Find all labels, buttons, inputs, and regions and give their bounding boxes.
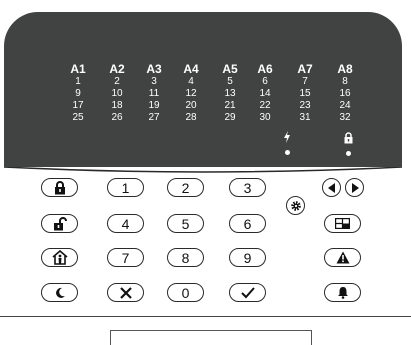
- zone-number: 1: [75, 76, 81, 87]
- zone-number: 9: [75, 88, 81, 99]
- zone-number: 25: [72, 112, 84, 123]
- zone-number: 5: [227, 76, 233, 87]
- arm-away-button[interactable]: [41, 178, 78, 197]
- right-arrow-icon: [350, 183, 360, 193]
- padlock-icon: [344, 132, 353, 144]
- zone-number: 8: [342, 76, 348, 87]
- confirm-button[interactable]: [229, 283, 266, 302]
- key-label: 9: [243, 249, 252, 266]
- zone-column-a8: [328, 62, 362, 124]
- check-icon: [241, 287, 255, 299]
- zone-number: 22: [259, 100, 271, 111]
- partition-icon: [335, 218, 350, 229]
- zone-header: A8: [337, 62, 353, 76]
- zone-number: 17: [72, 100, 84, 111]
- lightning-icon: [283, 131, 291, 143]
- key-3[interactable]: [229, 178, 266, 197]
- night-mode-button[interactable]: [41, 283, 78, 302]
- settings-button[interactable]: [286, 196, 305, 215]
- partition-button[interactable]: [324, 214, 361, 233]
- zone-number: 14: [259, 88, 271, 99]
- panel-divider: [0, 167, 411, 177]
- key-label: 7: [121, 249, 130, 266]
- scroll-right-button[interactable]: [345, 178, 364, 197]
- key-5[interactable]: [167, 214, 204, 233]
- gear-icon: [290, 200, 302, 212]
- key-8[interactable]: [167, 248, 204, 267]
- x-icon: [120, 287, 132, 299]
- disarm-button[interactable]: [41, 214, 78, 233]
- zone-number: 16: [339, 88, 351, 99]
- key-label: 5: [181, 215, 190, 232]
- key-label: 8: [181, 249, 190, 266]
- zone-header: A5: [222, 62, 238, 76]
- key-6[interactable]: [229, 214, 266, 233]
- zone-header: A6: [257, 62, 273, 76]
- lock-led: [346, 151, 351, 156]
- warning-icon: [336, 251, 350, 264]
- lock-indicator: [342, 131, 354, 156]
- panel-bottom-edge: [0, 316, 411, 317]
- zone-number: 21: [224, 100, 236, 111]
- zone-number: 6: [262, 76, 268, 87]
- key-label: 1: [121, 179, 130, 196]
- key-label: 0: [181, 284, 190, 301]
- lock-icon: [54, 181, 66, 195]
- zone-column-a6: [248, 62, 282, 124]
- bell-icon: [337, 286, 349, 299]
- zone-number: 27: [148, 112, 160, 123]
- key-label: 2: [181, 179, 190, 196]
- home-arm-icon: [52, 250, 68, 265]
- panel-label-slot: [110, 330, 312, 345]
- zone-number: 32: [339, 112, 351, 123]
- arm-stay-button[interactable]: [41, 248, 78, 267]
- zone-header: A4: [183, 62, 199, 76]
- scroll-left-button[interactable]: [322, 178, 341, 197]
- zone-number: 15: [299, 88, 311, 99]
- zone-column-a7: [288, 62, 322, 124]
- zone-column-a2: [100, 62, 134, 124]
- key-0[interactable]: [167, 283, 204, 302]
- zone-number: 19: [148, 100, 160, 111]
- key-7[interactable]: [107, 248, 144, 267]
- zone-header: A1: [70, 62, 86, 76]
- chime-button[interactable]: [324, 283, 361, 302]
- zone-number: 24: [339, 100, 351, 111]
- zone-number: 7: [302, 76, 308, 87]
- left-arrow-icon: [327, 183, 337, 193]
- key-1[interactable]: [107, 178, 144, 197]
- panic-alarm-button[interactable]: [324, 248, 361, 267]
- power-led: [285, 150, 290, 155]
- zone-display: [4, 12, 402, 167]
- key-label: 3: [243, 179, 252, 196]
- unlock-icon: [53, 217, 67, 231]
- zone-number: 12: [185, 88, 197, 99]
- zone-column-a3: [137, 62, 171, 124]
- key-9[interactable]: [229, 248, 266, 267]
- zone-header: A2: [109, 62, 125, 76]
- zone-number: 11: [148, 88, 160, 99]
- zone-number: 28: [185, 112, 197, 123]
- zone-number: 3: [151, 76, 157, 87]
- zone-header: A7: [297, 62, 313, 76]
- zone-number: 31: [299, 112, 311, 123]
- zone-number: 18: [111, 100, 123, 111]
- zone-number: 23: [299, 100, 311, 111]
- zone-column-a1: [61, 62, 95, 124]
- zone-column-a4: [174, 62, 208, 124]
- zone-number: 30: [259, 112, 271, 123]
- zone-number: 20: [185, 100, 197, 111]
- zone-number: 2: [114, 76, 120, 87]
- zone-column-a5: [213, 62, 247, 124]
- zone-number: 29: [224, 112, 236, 123]
- key-4[interactable]: [107, 214, 144, 233]
- zone-header: A3: [146, 62, 162, 76]
- zone-number: 26: [111, 112, 123, 123]
- key-2[interactable]: [167, 178, 204, 197]
- cancel-button[interactable]: [107, 283, 144, 302]
- zone-number: 10: [111, 88, 123, 99]
- zone-number: 13: [224, 88, 236, 99]
- zone-number: 4: [188, 76, 194, 87]
- power-indicator: [281, 130, 293, 155]
- moon-icon: [54, 287, 66, 299]
- key-label: 4: [121, 215, 130, 232]
- key-label: 6: [243, 215, 252, 232]
